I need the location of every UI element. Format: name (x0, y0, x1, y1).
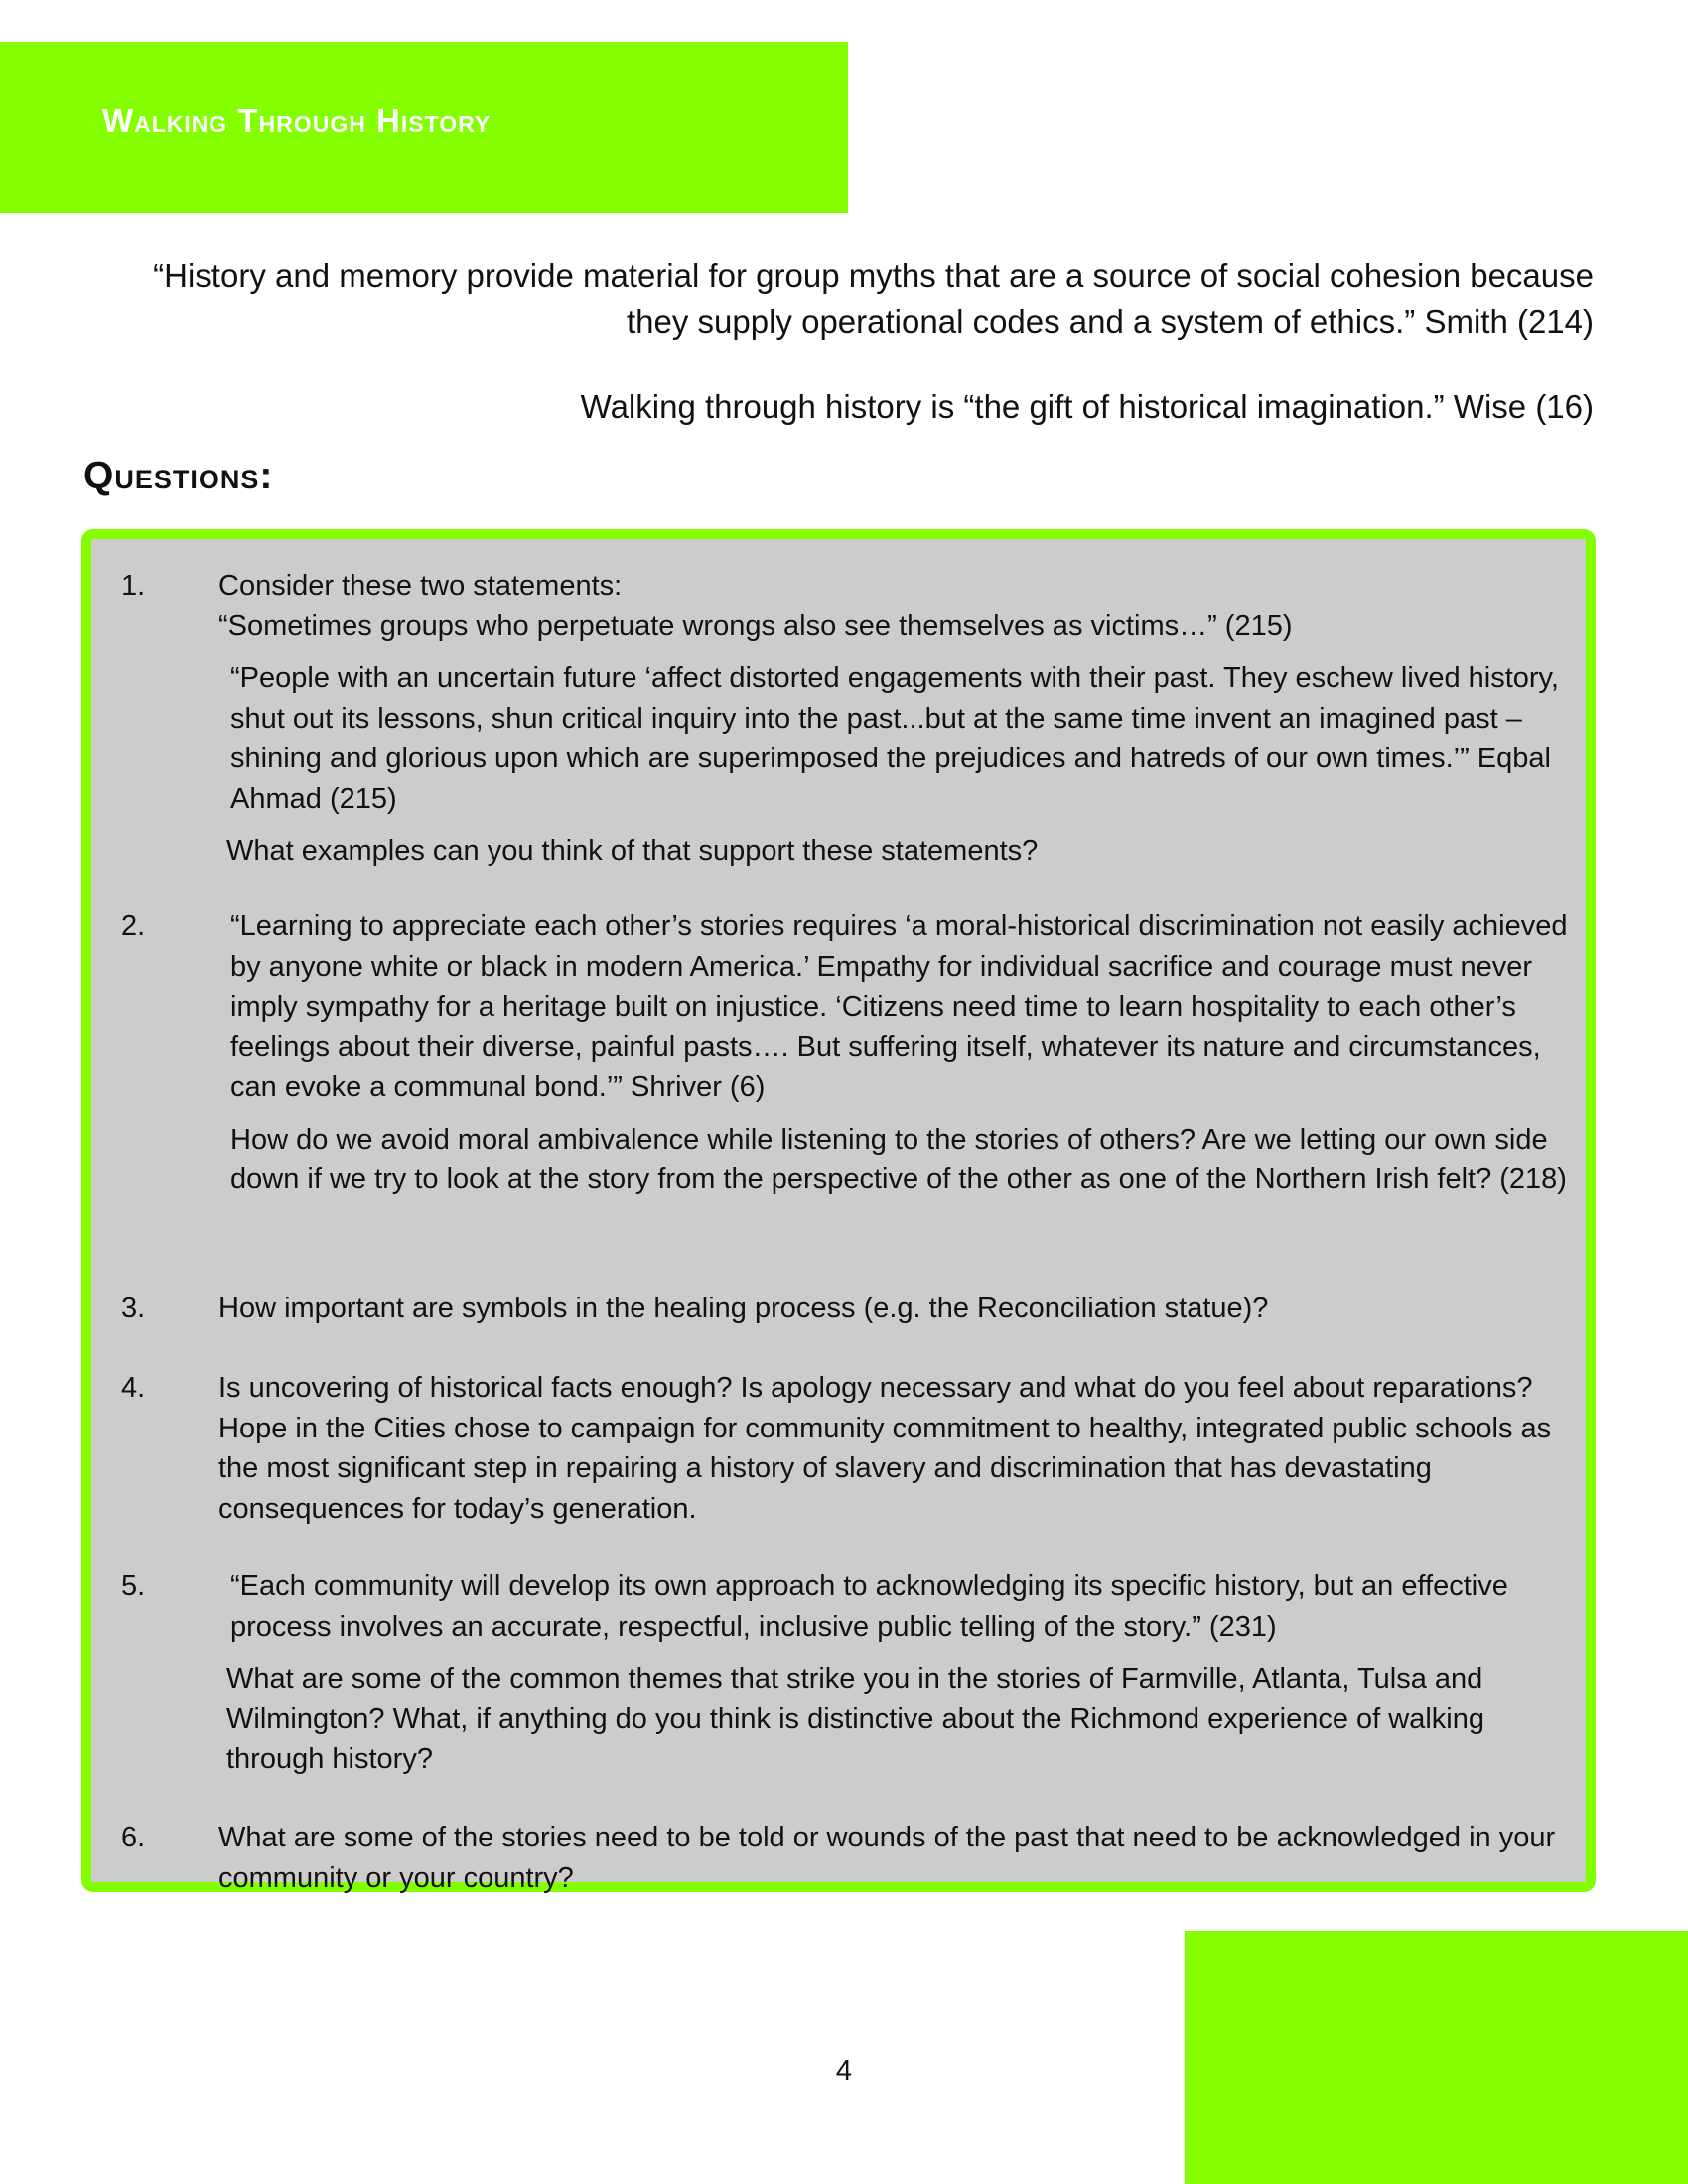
question-text: How important are symbols in the healing process (e.g. the Reconciliation statue)? (218, 1293, 1269, 1324)
question-body (218, 1818, 1579, 1898)
question-number: 1. (121, 570, 146, 602)
question-lead: Consider these two statements: (218, 570, 623, 602)
question-prompt: How do we avoid moral ambivalence while listening to the stories of others? Are we letting our own side down if we try to look at the story from the perspective of the other as one of the Northern Irish felt? (218) (230, 1123, 1567, 1195)
questions-box (81, 529, 1596, 1892)
epigraph-quotes (104, 253, 1594, 430)
page-title: Walking Through History (102, 102, 492, 139)
question-quote: “Each community will develop its own approach to acknowledging its specific history, but an effective process involves an accurate, respectful, inclusive public telling of the story.” (231) (230, 1570, 1508, 1643)
question-body (218, 1368, 1579, 1529)
question-text: Is uncovering of historical facts enough? Is apology necessary and what do you feel about reparations? Hope in the Cities chose to campaign for community commitment to healthy, integrated public schools as the most significant step in repairing a history of slavery and discrimination that has devastating consequences for today’s generation. (218, 1372, 1552, 1525)
question-body (218, 1567, 1579, 1780)
question-number: 5. (121, 1570, 146, 1602)
page-number: 4 (835, 2055, 853, 2087)
question-number: 6. (121, 1822, 146, 1853)
question-number: 4. (121, 1372, 146, 1404)
question-number: 2. (121, 910, 146, 942)
question-quote: “Learning to appreciate each other’s stories requires ‘a moral-historical discrimination not easily achieved by anyone white or black in modern America.’ Empathy for individual sacrifice and courage must never imply sympathy for a heritage built on injustice. ‘Citizens need time to learn hospitality to each other’s feelings about their diverse, painful pasts…. But suffering itself, whatever its nature and circumstances, can evoke a communal bond.’” Shriver (6) (230, 910, 1568, 1103)
epigraph-quote-smith: “History and memory provide material for group myths that are a source of social cohesion because they supply operational codes and a system of ethics.” Smith (214) (153, 257, 1594, 340)
question-body (218, 906, 1579, 1200)
question-quote: “Sometimes groups who perpetuate wrongs also see themselves as victims…” (215) (218, 610, 1293, 642)
epigraph-quote-wise: Walking through history is “the gift of historical imagination.” Wise (16) (580, 388, 1594, 425)
question-body (218, 1289, 1579, 1329)
corner-accent-block (1185, 1931, 1688, 2184)
question-prompt: What examples can you think of that support these statements? (226, 835, 1039, 867)
question-body (218, 566, 1579, 872)
question-quote: “People with an uncertain future ‘affect distorted engagements with their past. They eschew lived history, shut out its lessons, shun critical inquiry into the past...but at the same time invent an imagined past – shining and glorious upon which are superimposed the prejudices and hatreds of our own times.’” Eqbal Ahmad (215) (230, 662, 1559, 815)
question-number: 3. (121, 1293, 146, 1324)
question-prompt: What are some of the common themes that strike you in the stories of Farmville, Atlanta, Tulsa and Wilmington? What, if anything do you think is distinctive about the Richmond experience of walking through history? (226, 1663, 1484, 1775)
questions-heading: Questions: (83, 455, 274, 497)
question-text: What are some of the stories need to be told or wounds of the past that need to be acknowledged in your community or your country? (218, 1822, 1556, 1894)
